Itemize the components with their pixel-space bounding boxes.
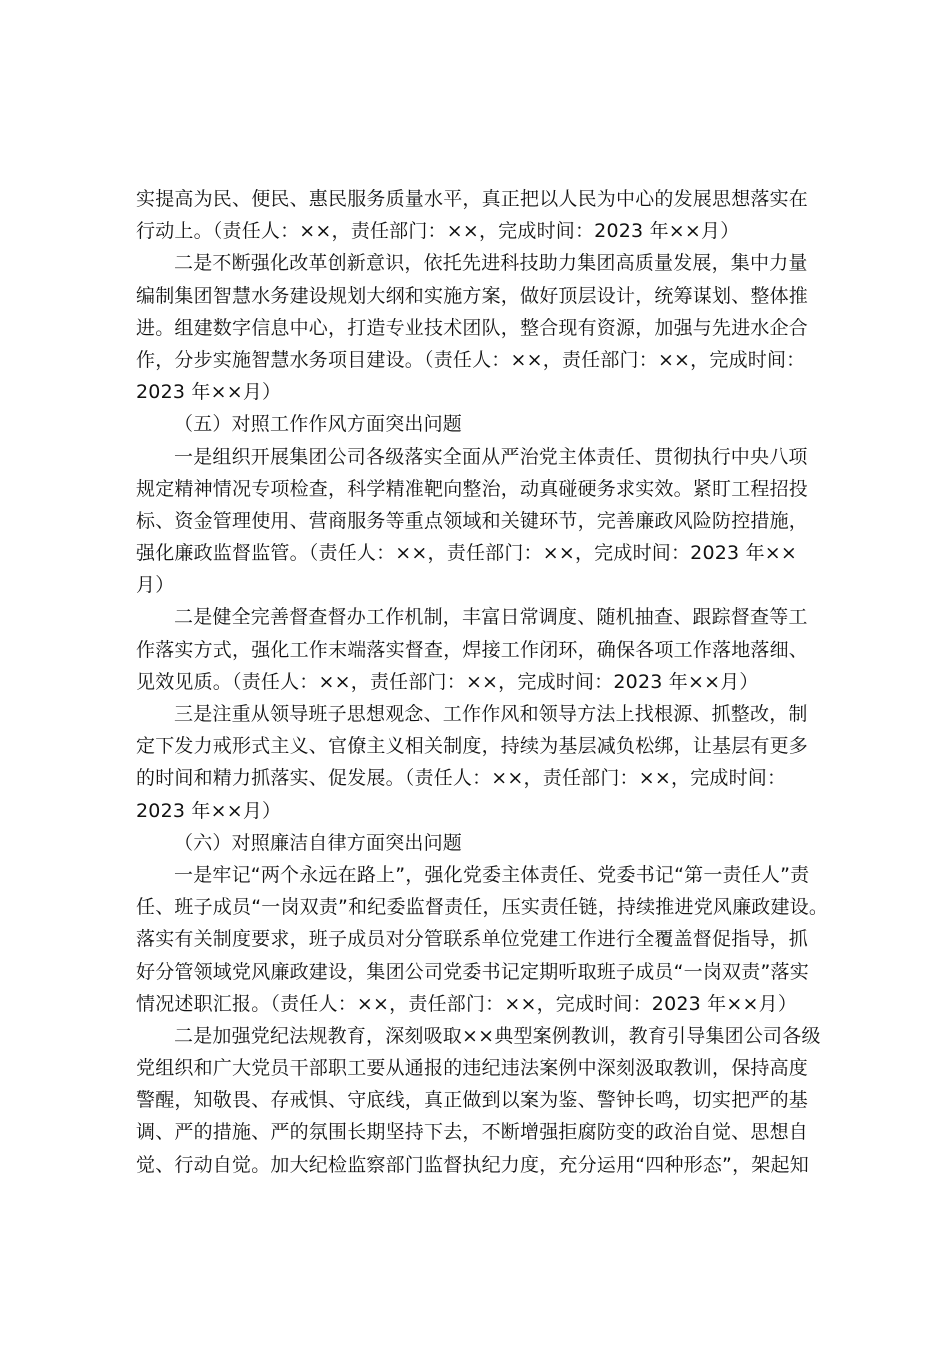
text-line: 落实有关制度要求，班子成员对分管联系单位党建工作进行全覆盖督促指导，抓 [136, 928, 809, 951]
text-line: 情况述职汇报。（责任人：××，责任部门：××，完成时间：2023 年××月） [136, 992, 798, 1015]
text-line: 规定精神情况专项检查，科学精准靶向整治，动真碰硬务求实效。紧盯工程招投 [136, 477, 809, 500]
text-line: 实提高为民、便民、惠民服务质量水平，真正把以人民为中心的发展思想落实在 [136, 188, 809, 210]
text-line: 见效见质。（责任人：××，责任部门：××，完成时间：2023 年××月） [136, 670, 759, 693]
text-line: 月） [136, 574, 175, 597]
text-line: 党组织和广大党员干部职工要从通报的违纪违法案例中深刻汲取教训，保持高度 [136, 1057, 809, 1080]
text-line: 好分管领域党风廉政建设，集团公司党委书记定期听取班子成员“一岗双责”落实 [136, 960, 809, 983]
text-line: 标、资金管理使用、营商服务等重点领域和关键环节，完善廉政风险防控措施， [136, 509, 809, 532]
text-line: 作，分步实施智慧水务项目建设。（责任人：××，责任部门：××，完成时间： [136, 348, 806, 371]
text-line: （五）对照工作作风方面突出问题 [174, 413, 463, 436]
text-line: 作落实方式，强化工作末端落实督查，焊接工作闭环，确保各项工作落地落细、 [136, 638, 809, 661]
text-line: 警醒，知敬畏、存戒惧、守底线，真正做到以案为鉴、警钟长鸣，切实把严的基 [136, 1089, 809, 1112]
text-line: 三是注重从领导班子思想观念、工作作风和领导方法上找根源、抓整改，制 [174, 703, 808, 725]
document-body [136, 183, 829, 1181]
text-line: 行动上。（责任人：××，责任部门：××，完成时间：2023 年××月） [136, 220, 740, 243]
text-line: 一是牢记“两个永远在路上”，强化党委主体责任、党委书记“第一责任人”责 [174, 863, 810, 886]
text-line: 一是组织开展集团公司各级落实全面从严治党主体责任、贯彻执行中央八项 [174, 445, 808, 468]
text-line: 调、严的措施、严的氛围长期坚持下去，不断增强拒腐防变的政治自觉、思想自 [136, 1121, 809, 1144]
text-line: 2023 年××月） [136, 799, 282, 822]
text-line: 2023 年××月） [136, 381, 282, 404]
text-line: 觉、行动自觉。加大纪检监察部门监督执纪力度，充分运用“四种形态”，架起知 [136, 1153, 809, 1176]
text-line: 任、班子成员“一岗双责”和纪委监督责任，压实责任链，持续推进党风廉政建设。 [136, 896, 829, 919]
text-line: （六）对照廉洁自律方面突出问题 [174, 831, 463, 854]
text-line: 进。组建数字信息中心，打造专业技术团队，整合现有资源，加强与先进水企合 [136, 316, 809, 339]
text-line: 定下发力戒形式主义、官僚主义相关制度，持续为基层减负松绑，让基层有更多 [136, 735, 809, 758]
text-line: 二是加强党纪法规教育，深刻吸取××典型案例教训，教育引导集团公司各级 [174, 1024, 821, 1047]
text-line: 强化廉政监督监管。（责任人：××，责任部门：××，完成时间：2023 年×× [136, 542, 798, 565]
text-line: 二是不断强化改革创新意识，依托先进科技助力集团高质量发展，集中力量 [174, 252, 808, 275]
text-line: 的时间和精力抓落实、促发展。（责任人：××，责任部门：××，完成时间： [136, 767, 787, 790]
text-line: 编制集团智慧水务建设规划大纲和实施方案，做好顶层设计，统筹谋划、整体推 [136, 284, 809, 307]
text-line: 二是健全完善督查督办工作机制，丰富日常调度、随机抽查、跟踪督查等工 [174, 606, 808, 629]
